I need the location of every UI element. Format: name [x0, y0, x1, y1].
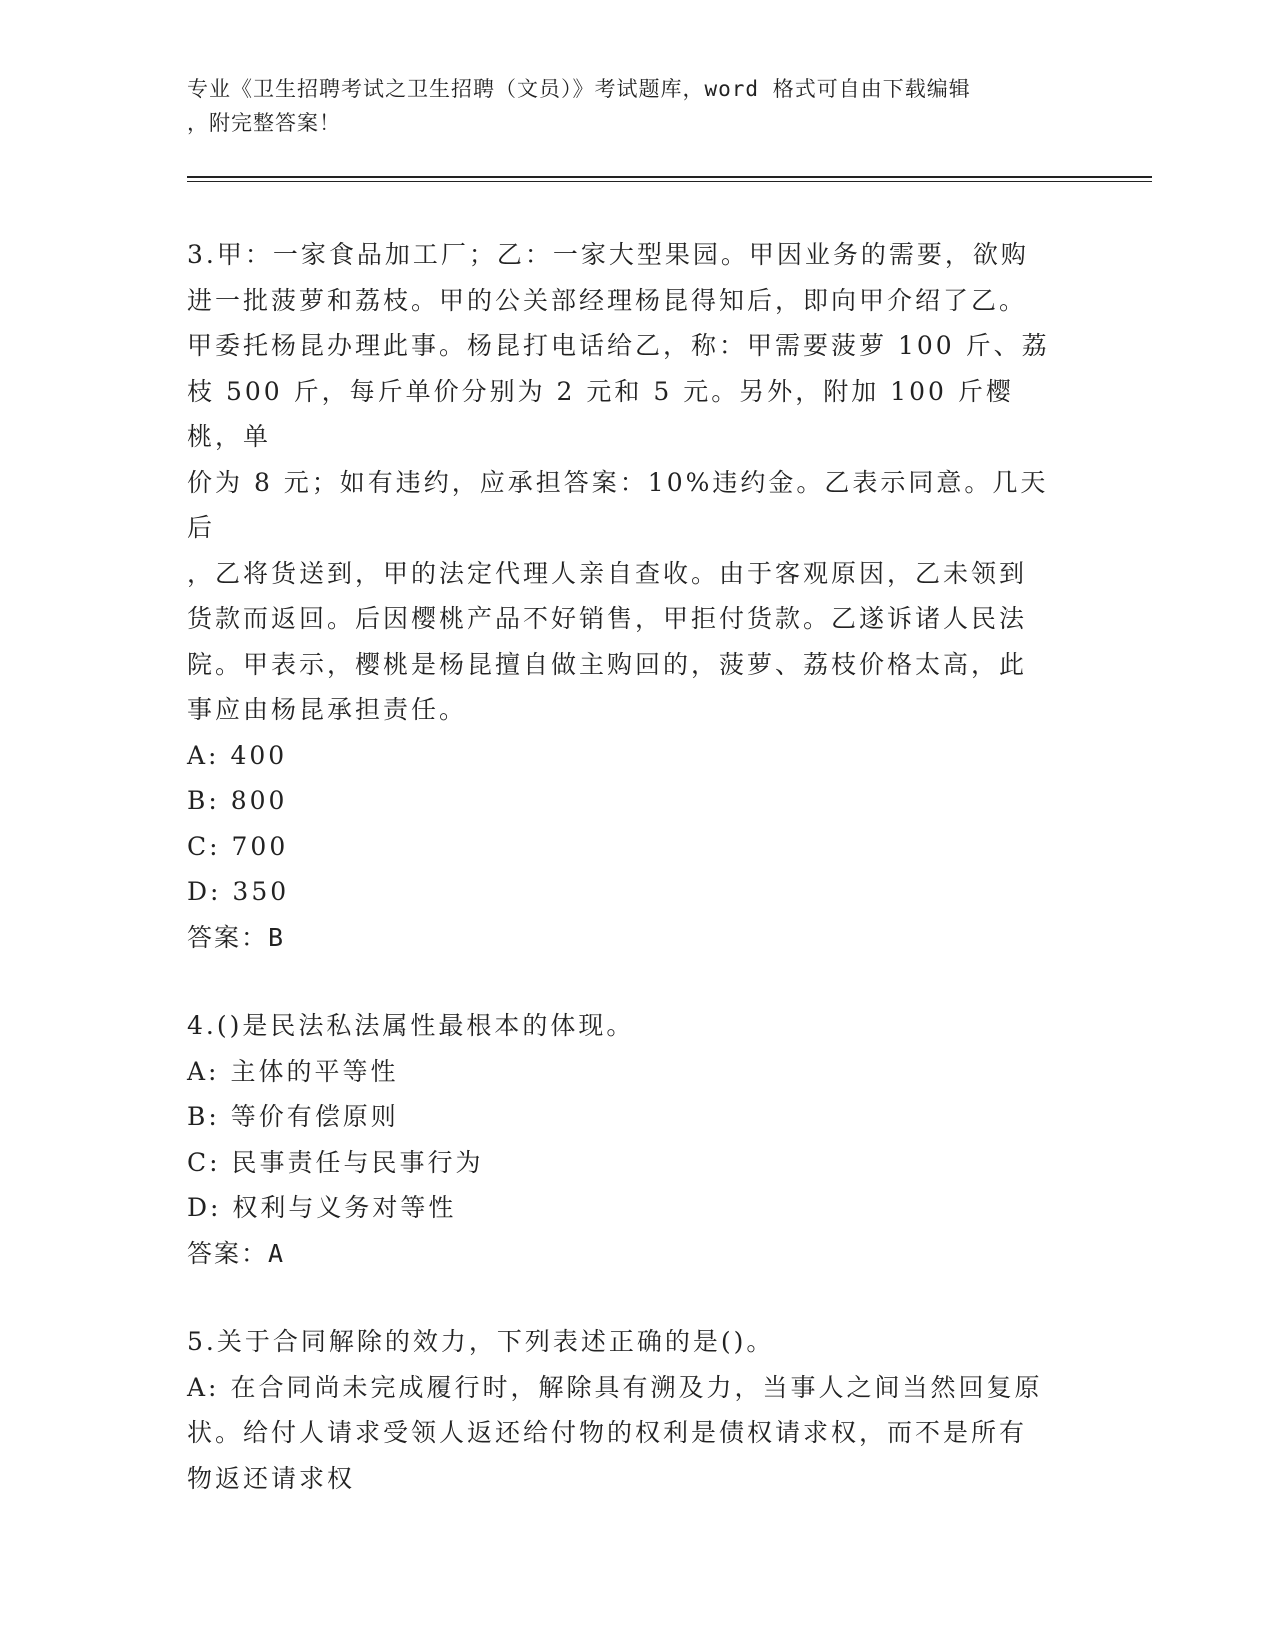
question-stem: 5.关于合同解除的效力，下列表述正确的是()。	[187, 1327, 775, 1356]
spacer	[187, 1276, 1067, 1319]
option-d	[187, 869, 1067, 915]
question-stem: 进一批菠萝和荔枝。甲的公关部经理杨昆得知后，即向甲介绍了乙。	[187, 285, 1028, 315]
option-key: C:	[187, 1147, 221, 1177]
header-divider-thin	[187, 181, 1152, 182]
question-5	[187, 1319, 1067, 1501]
option-a-continued	[187, 1410, 1067, 1456]
option-text: 状。给付人请求受领人返还给付物的权利是债权请求权，而不是所有	[187, 1418, 1028, 1447]
option-key: B:	[187, 786, 220, 815]
question-stem: ，乙将货送到，甲的法定代理人亲自查收。由于客观原因，乙未领到	[187, 558, 1028, 588]
option-key: B:	[187, 1102, 220, 1131]
option-a	[187, 1365, 1067, 1411]
option-key: D:	[187, 877, 222, 906]
question-4	[187, 1003, 1067, 1276]
question-stem: 3.甲：一家食品加工厂；乙：一家大型果园。甲因业务的需要，欲购	[187, 240, 1029, 269]
option-text: 物返还请求权	[187, 1463, 356, 1493]
question-stem: 货款而返回。后因樱桃产品不好销售，甲拒付货款。乙遂诉诸人民法	[187, 604, 1028, 633]
option-a-continued	[187, 1456, 1067, 1502]
option-a	[187, 1049, 1067, 1095]
option-c	[187, 1140, 1067, 1186]
question-list	[187, 232, 1067, 1501]
header-divider-thick	[187, 176, 1152, 178]
answer-line: 答案：A	[187, 1238, 286, 1268]
question-stem: 院。甲表示，樱桃是杨昆擅自做主购回的，菠萝、荔枝价格太高，此	[187, 649, 1028, 679]
header-title-line-2: ，附完整答案！	[187, 111, 341, 135]
header-title-line-1: 专业《卫生招聘考试之卫生招聘（文员）》考试题库，word 格式可自由下载编辑	[187, 77, 971, 101]
question-stem: 枝 500 斤，每斤单价分别为 2 元和 5 元。另外，附加 100 斤樱桃，单	[187, 376, 1014, 451]
option-key: A:	[187, 1056, 220, 1086]
option-a	[187, 733, 1067, 779]
option-text: 350	[232, 877, 290, 906]
spacer	[187, 960, 1067, 1003]
option-key: A:	[187, 1372, 220, 1402]
option-key: C:	[187, 831, 221, 861]
option-text: 主体的平等性	[230, 1056, 399, 1086]
question-3	[187, 232, 1067, 960]
option-text: 在合同尚未完成履行时，解除具有溯及力，当事人之间当然回复原	[230, 1372, 1043, 1402]
option-b	[187, 1094, 1067, 1140]
option-text: 400	[230, 740, 288, 770]
option-d	[187, 1185, 1067, 1231]
question-stem: 甲委托杨昆办理此事。杨昆打电话给乙，称：甲需要菠萝 100 斤、荔	[187, 331, 1050, 360]
question-stem: 事应由杨昆承担责任。	[187, 695, 468, 724]
option-key: A:	[187, 740, 220, 770]
option-text: 民事责任与民事行为	[231, 1147, 484, 1177]
option-text: 700	[231, 831, 289, 861]
question-stem: 4.()是民法私法属性最根本的体现。	[187, 1011, 635, 1040]
option-text: 权利与义务对等性	[232, 1193, 457, 1222]
option-key: D:	[187, 1193, 222, 1222]
question-stem: 价为 8 元；如有违约，应承担答案：10%违约金。乙表示同意。几天后	[187, 467, 1049, 542]
option-b	[187, 778, 1067, 824]
option-c	[187, 824, 1067, 870]
answer-line: 答案：B	[187, 922, 286, 952]
option-text: 等价有偿原则	[230, 1102, 399, 1131]
document-header	[187, 72, 1087, 140]
option-text: 800	[230, 786, 288, 815]
